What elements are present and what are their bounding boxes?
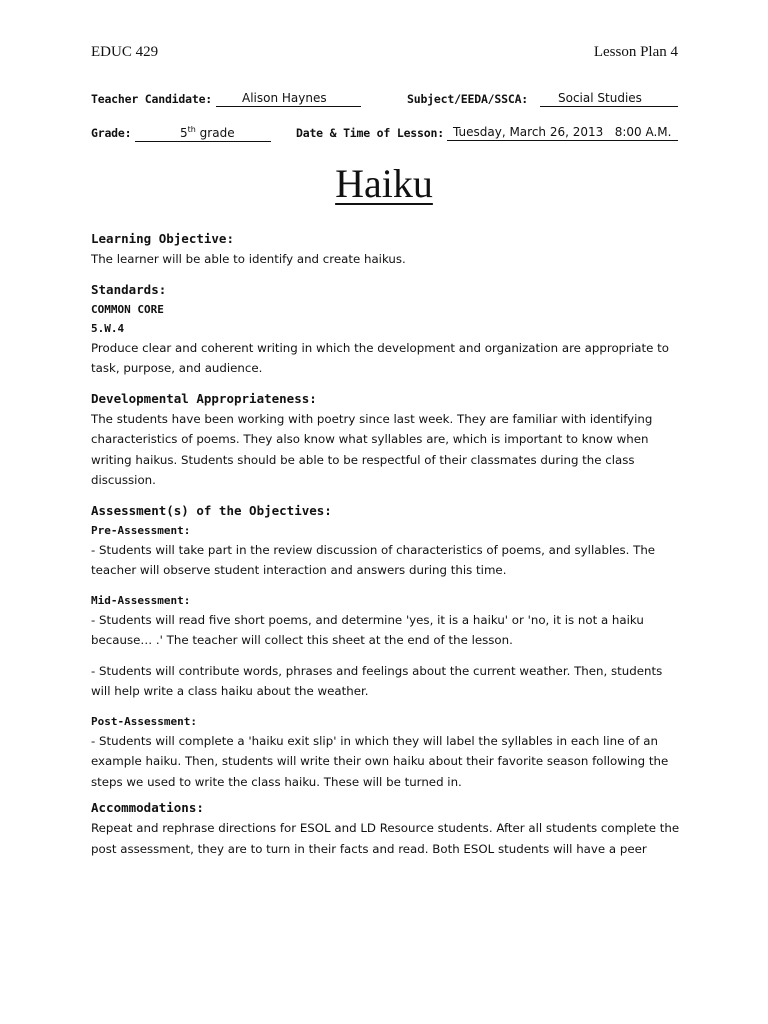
- pre-assessment-heading: Pre-Assessment:: [91, 523, 191, 537]
- lesson-plan-number: Lesson Plan 4: [593, 44, 678, 60]
- subject-value: Social Studies: [540, 91, 678, 107]
- course-code: EDUC 429: [91, 44, 159, 60]
- assessment-heading: Assessment(s) of the Objectives:: [91, 502, 332, 518]
- mid-assessment-text-2: - Students will contribute words, phrases and feelings about the current weather. Then, students will help write a class haiku about the weather.: [91, 663, 663, 698]
- developmental-text: The students have been working with poetry since last week. They are familiar with identifying characteristics of poems. They also know what syllables are, which is important to know when writing haikus. Students should be able to be respectful of their classmates during the class discussion.: [91, 411, 653, 487]
- standards-heading: Standards:: [91, 281, 167, 297]
- mid-assessment-heading: Mid-Assessment:: [91, 593, 191, 607]
- teacher-candidate-label: Teacher Candidate:: [91, 92, 213, 106]
- post-assessment-heading: Post-Assessment:: [91, 714, 197, 728]
- post-assessment-text: - Students will complete a 'haiku exit slip' in which they will label the syllables in each line of an example haiku. Then, students will write their own haiku about their favorite season following the steps we used to write the class haiku. These will be turned in.: [91, 733, 669, 789]
- developmental-heading: Developmental Appropriateness:: [91, 390, 317, 406]
- accommodations-heading: Accommodations:: [91, 800, 204, 815]
- standards-text: Produce clear and coherent writing in which the development and organization are appropriate to task, purpose, and audience.: [91, 340, 670, 375]
- teacher-candidate-value: Alison Haynes: [216, 91, 361, 107]
- date-time-label: Date & Time of Lesson:: [296, 126, 444, 140]
- page-title: Haiku: [335, 161, 433, 206]
- subject-label: Subject/EEDA/SSCA:: [407, 92, 529, 106]
- date-time-value: Tuesday, March 26, 2013 8:00 A.M.: [447, 125, 678, 141]
- standards-code: 5.W.4: [91, 321, 125, 335]
- mid-assessment-text-1: - Students will read five short poems, and determine 'yes, it is a haiku' or 'no, it is not a haiku because… .' The teacher will collect this sheet at the end of the lesson.: [91, 612, 644, 647]
- learning-objective-text: The learner will be able to identify and create haikus.: [91, 252, 406, 266]
- pre-assessment-text: - Students will take part in the review discussion of characteristics of poems, and syllables. The teacher will observe student interaction and answers during this time.: [91, 542, 656, 577]
- standards-common-core: COMMON CORE: [91, 302, 164, 316]
- grade-value: 5th grade: [135, 125, 271, 142]
- accommodations-text: Repeat and rephrase directions for ESOL and LD Resource students. After all students complete the post assessment, they are to turn in their facts and read. Both ESOL students will have a peer: [91, 821, 680, 856]
- grade-label: Grade:: [91, 126, 132, 140]
- learning-objective-heading: Learning Objective:: [91, 231, 234, 246]
- lesson-content: [91, 229, 681, 859]
